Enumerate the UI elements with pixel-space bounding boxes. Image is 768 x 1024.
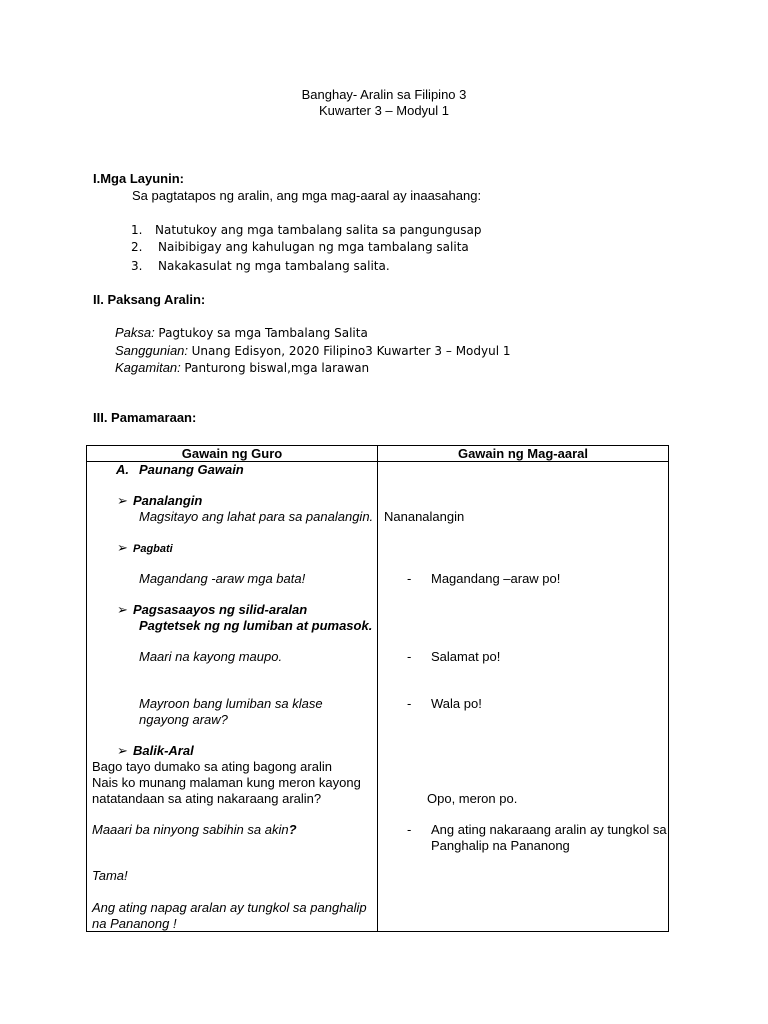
magandang-response: Magandang –araw po!: [431, 571, 561, 586]
dash-bullet: -: [407, 571, 412, 586]
sanggunian-label: Sanggunian:: [115, 343, 189, 358]
document-title: Banghay- Aralin sa Filipino 3: [301, 87, 467, 102]
table-row: [87, 462, 669, 932]
column-header-guro: Gawain ng Guro: [87, 446, 378, 462]
paksa-line: [115, 325, 368, 341]
balik-aral-title: Balik-Aral: [133, 743, 194, 758]
arrow-bullet-icon: ➢: [117, 743, 128, 758]
bago-text-3: natatandaan sa ating nakaraang aralin?: [92, 791, 322, 806]
layunin-item-text: Naibibigay ang kahulugan ng mga tambalang salita: [158, 240, 469, 254]
pagbati-title: Pagbati: [133, 543, 173, 555]
arrow-bullet-icon: ➢: [117, 602, 128, 617]
balik-aral-bullet: [117, 743, 194, 759]
tama-text: Tama!: [92, 868, 128, 883]
guro-cell: [87, 462, 378, 932]
layunin-item-text: Nakakasulat ng mga tambalang salita.: [158, 259, 390, 273]
sanggunian-value: Unang Edisyon, 2020 Filipino3 Kuwarter 3 – Modyul 1: [191, 344, 511, 358]
kagamitan-line: [115, 360, 369, 376]
paksa-heading: II. Paksang Aralin:: [93, 292, 206, 307]
panalangin-title: Panalangin: [133, 493, 203, 508]
opo-response: Opo, meron po.: [427, 791, 518, 806]
dash-bullet: -: [407, 822, 412, 837]
lumiban-text-2: ngayong araw?: [139, 712, 228, 727]
document-subtitle: Kuwarter 3 – Modyul 1: [318, 103, 450, 118]
maaari-text: Maaari ba ninyong sabihin sa akin: [92, 822, 289, 837]
salamat-response: Salamat po!: [431, 649, 501, 664]
paksa-value: Pagtukoy sa mga Tambalang Salita: [158, 326, 368, 340]
paksa-label: Paksa:: [115, 325, 155, 340]
panalangin-bullet: [117, 493, 202, 509]
pamamaraan-table: [86, 445, 669, 932]
lumiban-text-1: Mayroon bang lumiban sa klase: [139, 696, 323, 711]
layunin-item-num: 2.: [131, 240, 143, 254]
sagot-response-2: Panghalip na Pananong: [431, 838, 570, 853]
pagsasaayos-title: Pagsasaayos ng silid-aralan: [133, 602, 308, 617]
kagamitan-value: Panturong biswal,mga larawan: [184, 361, 370, 375]
column-header-magaaral: Gawain ng Mag-aaral: [378, 446, 669, 462]
pagbati-bullet: [117, 540, 173, 557]
layunin-item-num: 1.: [131, 223, 143, 237]
dash-bullet: -: [407, 649, 412, 664]
maaari-line: [92, 822, 297, 838]
pagsasaayos-bullet: [117, 602, 307, 618]
napag-text-1: Ang ating napag aralan ay tungkol sa panghalip: [92, 900, 367, 915]
pamamaraan-heading: III. Pamamaraan:: [93, 410, 197, 425]
maaari-question-mark: ?: [288, 822, 297, 837]
wala-response: Wala po!: [431, 696, 482, 711]
kagamitan-label: Kagamitan:: [115, 360, 181, 375]
sagot-response-1: Ang ating nakaraang aralin ay tungkol sa: [431, 822, 667, 837]
magaaral-cell: [378, 462, 669, 932]
dash-bullet: -: [407, 696, 412, 711]
step-a-title: Paunang Gawain: [139, 462, 244, 477]
layunin-heading: I.Mga Layunin:: [93, 171, 184, 186]
layunin-item-num: 3.: [131, 259, 143, 273]
nananalangin-text: Nananalangin: [384, 509, 465, 524]
pagbati-text: Magandang -araw mga bata!: [139, 571, 306, 586]
step-a-letter: A.: [116, 462, 129, 477]
arrow-bullet-icon: ➢: [117, 493, 128, 508]
sanggunian-line: [115, 343, 511, 359]
napag-text-2: na Pananong !: [92, 916, 177, 931]
pagtetsek-title: Pagtetsek ng ng lumiban at pumasok.: [139, 618, 373, 633]
arrow-bullet-icon: ➢: [117, 540, 128, 555]
panalangin-text: Magsitayo ang lahat para sa panalangin.: [139, 509, 374, 524]
bago-text-2: Nais ko munang malaman kung meron kayong: [92, 775, 361, 790]
table-header-row: [87, 446, 669, 462]
maupo-text: Maari na kayong maupo.: [139, 649, 283, 664]
layunin-item-text: Natutukoy ang mga tambalang salita sa pangungusap: [155, 223, 482, 237]
bago-text-1: Bago tayo dumako sa ating bagong aralin: [92, 759, 332, 774]
layunin-intro: Sa pagtatapos ng aralin, ang mga mag-aaral ay inaasahang:: [132, 188, 482, 203]
